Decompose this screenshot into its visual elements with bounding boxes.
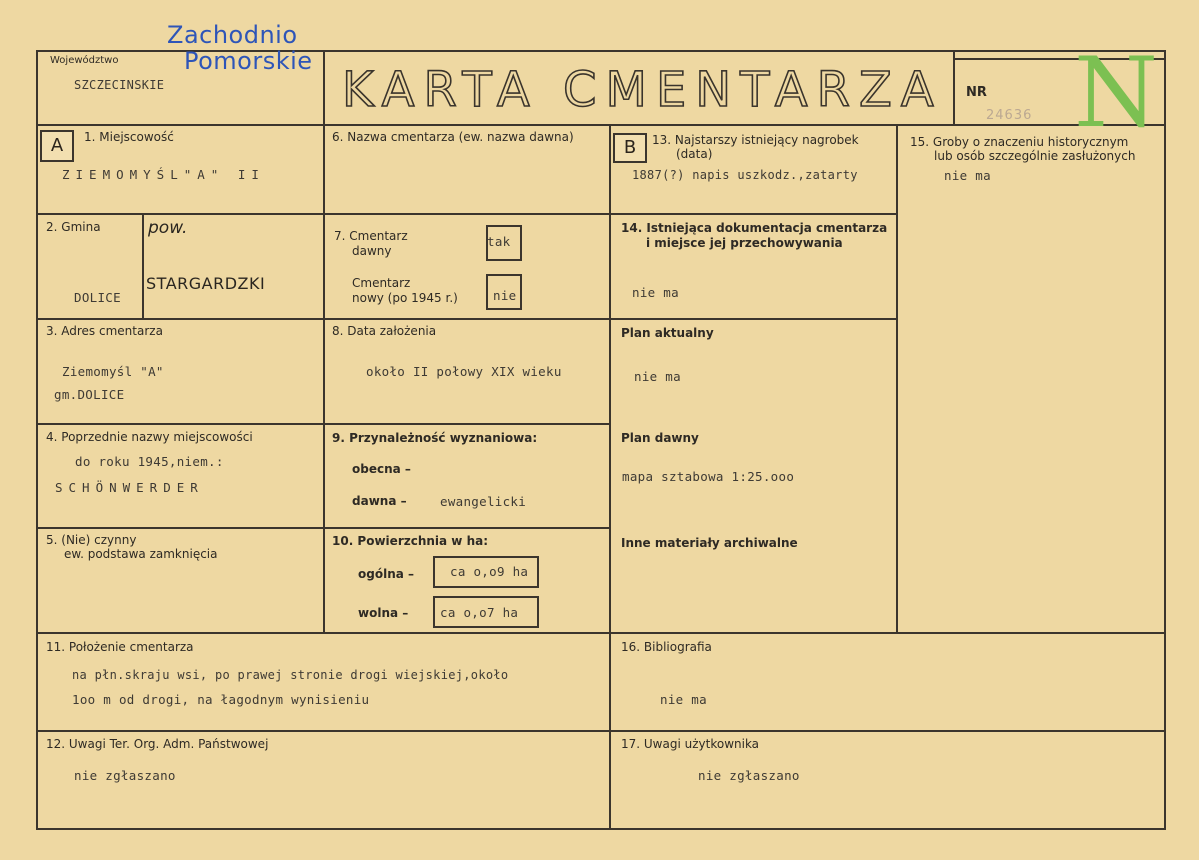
field-16-label: 16. Bibliografia	[621, 640, 712, 654]
field-13-label-2: (data)	[676, 147, 713, 161]
field-9-obecna-label: obecna –	[352, 462, 411, 476]
col-divider-1	[323, 124, 325, 634]
field-11-line-1: na płn.skraju wsi, po prawej stronie drogi wiejskiej,około	[72, 668, 509, 682]
field-15-label-1: 15. Groby o znaczeniu historycznym	[910, 135, 1129, 149]
field-2-label: 2. Gmina	[46, 220, 101, 234]
field-3-line-2: gm.DOLICE	[54, 387, 125, 402]
field-1-label: 1. Miejscowość	[84, 130, 174, 144]
wojewodztwo-label: Województwo	[50, 55, 119, 66]
plan-dawny-value: mapa sztabowa 1:25.ooo	[622, 469, 795, 484]
field-7-nowy-label-2: nowy (po 1945 r.)	[352, 291, 458, 305]
pencil-note: 24636	[986, 108, 1033, 123]
col-divider-2	[609, 124, 611, 828]
header-divider-2	[953, 50, 955, 126]
field-7-dawny-label-1: 7. Cmentarz	[334, 229, 408, 243]
field-1-value: ZIEMOMYŚL"A" II	[62, 167, 265, 182]
stamp-line-1: Zachodnio	[167, 21, 298, 49]
row-line-4	[36, 527, 611, 529]
plan-aktualny-value: nie ma	[634, 369, 681, 384]
field-9-label: 9. Przynależność wyznaniowa:	[332, 431, 538, 445]
field-13-value: 1887(?) napis uszkodz.,zatarty	[632, 168, 858, 182]
field-9-dawna-value: ewangelicki	[440, 494, 527, 509]
field-12-value: nie zgłaszano	[74, 768, 176, 783]
field-4-line-1: do roku 1945,niem.:	[75, 454, 224, 469]
field-10-wolna-value: ca o,o7 ha	[440, 605, 519, 620]
field-17-value: nie zgłaszano	[698, 768, 800, 783]
field-3-line-1: Ziemomyśl "A"	[62, 364, 164, 379]
frame-left-line	[36, 50, 38, 830]
header-bottom-line	[36, 124, 1166, 126]
card-title: KARTA CMENTARZA	[342, 62, 943, 118]
field-12-label: 12. Uwagi Ter. Org. Adm. Państwowej	[46, 737, 269, 751]
field-6-label: 6. Nazwa cmentarza (ew. nazwa dawna)	[332, 130, 574, 144]
field-4-line-2: SCHÖNWERDER	[55, 480, 204, 495]
field-9-dawna-label: dawna –	[352, 494, 407, 508]
gmina-inner-divider	[142, 213, 144, 320]
section-b-marker: B	[613, 133, 647, 163]
field-15-value: nie ma	[944, 168, 991, 183]
field-10-label: 10. Powierzchnia w ha:	[332, 534, 489, 548]
row-line-6	[36, 730, 1166, 732]
field-11-line-2: 1oo m od drogi, na łagodnym wynisieniu	[72, 692, 370, 707]
field-7-nowy-value: nie	[493, 288, 517, 303]
field-10-wolna-label: wolna –	[358, 606, 409, 620]
b-row-line-2	[609, 318, 898, 320]
field-7-dawny-value: tak	[487, 234, 511, 249]
header-divider-1	[323, 50, 325, 126]
plan-aktualny-label: Plan aktualny	[621, 326, 714, 340]
field-7-nowy-label-1: Cmentarz	[352, 276, 411, 290]
col-divider-3	[896, 124, 898, 634]
field-17-label: 17. Uwagi użytkownika	[621, 737, 760, 751]
field-2-handwritten-powiat: STARGARDZKI	[146, 274, 266, 293]
field-14-label-1: 14. Istniejąca dokumentacja cmentarza	[621, 221, 888, 235]
field-13-label-1: 13. Najstarszy istniejący nagrobek	[652, 133, 859, 147]
frame-right-line	[1164, 50, 1166, 830]
field-3-label: 3. Adres cmentarza	[46, 324, 163, 338]
plan-dawny-label: Plan dawny	[621, 431, 699, 445]
row-line-1	[36, 213, 611, 215]
field-11-label: 11. Położenie cmentarza	[46, 640, 194, 654]
field-10-ogolna-value: ca o,o9 ha	[450, 564, 529, 579]
field-16-value: nie ma	[660, 692, 707, 707]
row-line-2	[36, 318, 611, 320]
field-5-label-1: 5. (Nie) czynny	[46, 533, 137, 547]
field-10-ogolna-label: ogólna –	[358, 567, 415, 581]
b-row-line-1	[609, 213, 898, 215]
nr-value: N	[1074, 37, 1158, 149]
wojewodztwo-value: SZCZECINSKIE	[74, 78, 165, 92]
field-15-label-2: lub osób szczególnie zasłużonych	[934, 149, 1136, 163]
row-line-3	[36, 423, 611, 425]
field-8-label: 8. Data założenia	[332, 324, 437, 338]
inne-materialy-label: Inne materiały archiwalne	[621, 536, 798, 550]
stamp-line-2: Pomorskie	[184, 47, 313, 75]
field-7-dawny-label-2: dawny	[352, 244, 392, 258]
field-8-value: około II połowy XIX wieku	[366, 364, 562, 379]
field-14-value: nie ma	[632, 285, 679, 300]
row-line-5	[36, 632, 1166, 634]
field-14-label-2: i miejsce jej przechowywania	[646, 236, 843, 250]
nr-label: NR	[966, 85, 987, 100]
field-2-value: DOLICE	[74, 290, 121, 305]
field-4-label: 4. Poprzednie nazwy miejscowości	[46, 430, 253, 444]
field-2-handwritten-pow: pow.	[148, 218, 188, 238]
frame-bottom-line	[36, 828, 1166, 830]
section-a-marker: A	[40, 130, 74, 162]
field-5-label-2: ew. podstawa zamknięcia	[64, 547, 218, 561]
